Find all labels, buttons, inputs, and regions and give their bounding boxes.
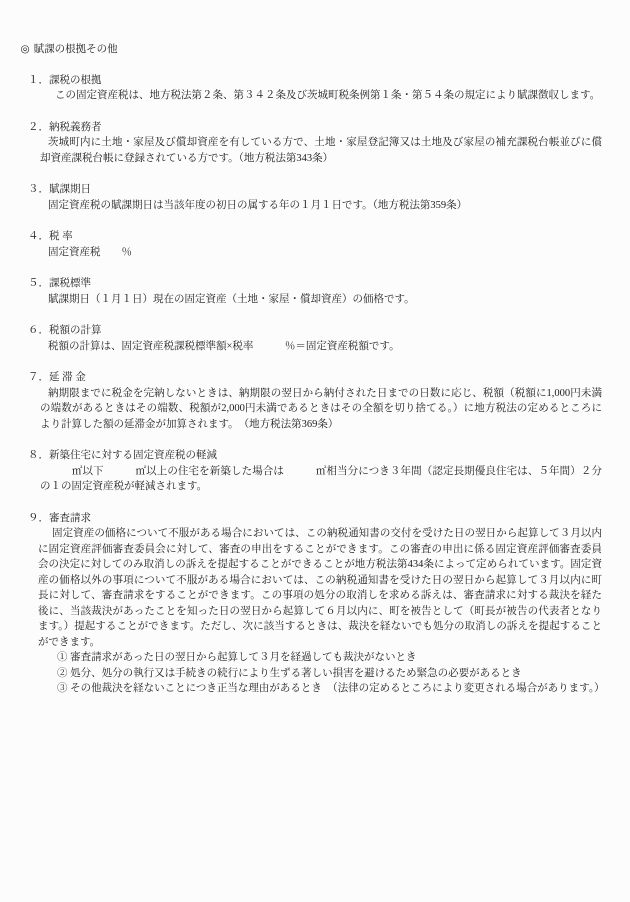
document-title bbox=[10, 26, 630, 73]
section-tax-calculation bbox=[0, 323, 630, 354]
section-heading: １．課税の根拠 bbox=[28, 74, 102, 86]
section-review-request bbox=[0, 511, 630, 697]
section-heading: ２．納税義務者 bbox=[28, 121, 102, 133]
section-body: 税額の計算は、固定資産税課税標準額×税率 ％＝固定資産税額です。 bbox=[48, 340, 400, 352]
section-taxpayer bbox=[0, 120, 630, 167]
section-body: 納期限までに税金を完納しないときは、納期限の翌日から納付された日までの日数に応じ、税額（税額に1,000円未満の端数があるときはその端数、税額が2,000円未満であるときはその全額を切り捨てる。）に地方税法の定めるところにより計算した額の延滞金が加算されます。 （地方税法第369条） bbox=[40, 387, 602, 430]
section-heading: ９．審査請求 bbox=[28, 512, 91, 524]
section-assessment-date bbox=[0, 182, 630, 213]
section-late-penalty bbox=[0, 370, 630, 432]
section-body: 固定資産税の賦課期日は当該年度の初日の属する年の１月１日です。（地方税法第359条） bbox=[48, 199, 468, 211]
list-item: ③ その他裁決を経ないことにつき正当な理由があるとき （法律の定めるところにより変更される場合があります。） bbox=[57, 683, 605, 694]
section-heading: ４．税 率 bbox=[28, 231, 73, 242]
section-body: 固定資産税 ％ bbox=[48, 246, 132, 258]
section-body: 賦課期日（１月１日）現在の固定資産（土地・家屋・償却資産）の価格です。 bbox=[48, 293, 415, 305]
section-body: ㎡以下 ㎡以上の住宅を新築した場合は ㎡相当分につき３年間（認定長期優良住宅は、５年間）２分の１の固定資産税が軽減されます。 bbox=[40, 465, 602, 492]
review-exception-list bbox=[57, 650, 605, 697]
document-title-text: 賦課の根拠その他 bbox=[33, 43, 118, 55]
section-heading: ５．課税標準 bbox=[28, 278, 91, 289]
section-heading: ６．税額の計算 bbox=[28, 325, 102, 336]
section-heading: ７．延 滞 金 bbox=[28, 372, 86, 383]
section-tax-base bbox=[0, 276, 630, 307]
double-circle-marker: ◎ bbox=[20, 43, 30, 55]
section-heading: ３．賦課期日 bbox=[28, 184, 91, 195]
section-body: この固定資産税は、地方税法第２条、第３４２条及び茨城町税条例第１条・第５４条の規定により賦課徴収します。 bbox=[55, 90, 601, 101]
section-body: 茨城町内に土地・家屋及び償却資産を有している方で、土地・家屋登記簿又は土地及び家屋の補充課税台帳並びに償却資産課税台帳に登録されている方です。（地方税法第343条） bbox=[40, 137, 602, 164]
list-item: ② 処分、処分の執行又は手続きの続行により生ずる著しい損害を避けるため緊急の必要があるとき bbox=[57, 667, 522, 679]
section-taxation-basis bbox=[0, 73, 630, 104]
list-item: ① 審査請求があった日の翌日から起算して３月を経過しても裁決がないとき bbox=[57, 652, 417, 663]
section-heading: ８．新築住宅に対する固定資産税の軽減 bbox=[28, 450, 217, 461]
section-tax-rate bbox=[0, 229, 630, 260]
section-body: 固定資産の価格について不服がある場合においては、この納税通知書の交付を受けた日の翌日から起算して３月以内に固定資産評価審査委員会に対して、審査の申出をすることができます。この審査の申出に係る固定資産評価審査委員会の決定に対してのみ取消しの訴えを提起することができることが地方税法第434条によって定められています。固定資産の価格以外の事項について不服がある場合においては、この納税通知書を受けた日の翌日から起算して３月以内に町長に対して、審査請求をすることができます。この事項の処分の取消しを求める訴えは、審査請求に対する裁決を経た後に、当該裁決があったことを知った日の翌日から起算して６月以内に、町を被告として（町長が被告の代表者となります。）提起することができます。ただし、次に該当するときは、裁決を経ないでも処分の取消しの訴えを提起することができます。 bbox=[38, 528, 602, 648]
section-new-housing-reduction bbox=[0, 448, 630, 495]
